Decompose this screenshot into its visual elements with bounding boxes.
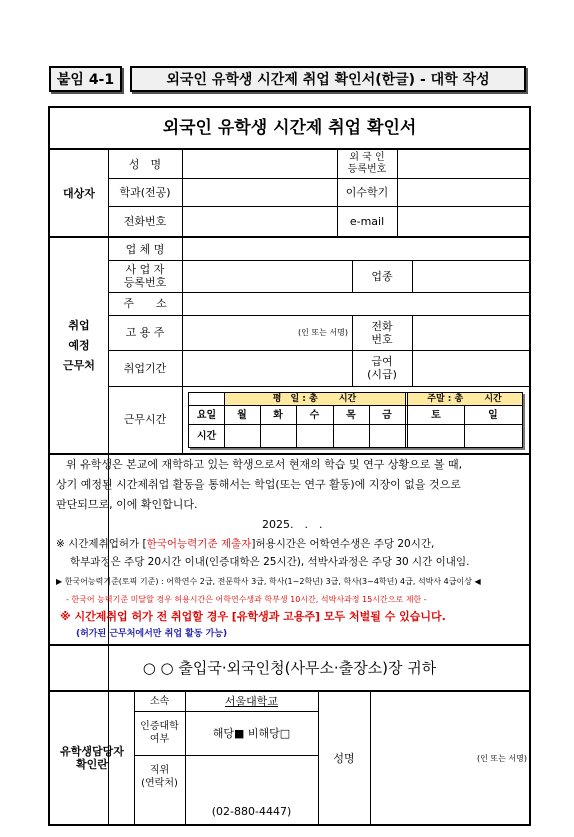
workplace-section-label: 취업 예정 근무처: [63, 318, 95, 372]
business-name-label: 업 체 명: [125, 242, 165, 256]
reg-no-field[interactable]: [397, 150, 529, 178]
phone-field[interactable]: [182, 206, 337, 236]
employer-label: 고 용 주: [125, 326, 165, 339]
hours-sun-field[interactable]: [464, 425, 522, 447]
day-wed: 수: [309, 409, 320, 421]
period-field[interactable]: [182, 350, 352, 386]
confirmation-line-2: 상기 예정된 시간제취업 활동을 통해서는 학업(또는 연구 활동)에 지장이 없을 것으로: [56, 478, 461, 491]
affiliation-label: 소속: [149, 696, 170, 707]
weekday-total-header: 평 일 : 총 시간: [224, 393, 405, 405]
day-sat: 토: [431, 409, 441, 421]
department-label: 학과(전공): [119, 185, 171, 199]
affiliation-value[interactable]: 서울대학교: [224, 695, 279, 708]
contact-value[interactable]: (02-880-4447): [211, 805, 292, 818]
warning-penalty: ※ 시간제취업 허가 전 취업할 경우 [유학생과 고용주] 모두 처벌될 수 있습니다.: [60, 610, 446, 623]
address-label: 주 소: [123, 297, 167, 310]
signature-label: 성명: [333, 751, 355, 765]
confirmation-date[interactable]: 2025. . .: [262, 518, 323, 531]
officer-seal-sign[interactable]: (인 또는 서명): [477, 753, 527, 763]
employer-seal-sign[interactable]: (인 또는 서명): [298, 328, 348, 337]
department-field[interactable]: [182, 178, 337, 206]
semester-field[interactable]: [397, 178, 529, 206]
employer-phone-field[interactable]: [412, 315, 529, 350]
day-row-label: 요일: [196, 409, 217, 421]
email-field[interactable]: [397, 206, 529, 236]
name-label: 성 명: [128, 157, 162, 171]
day-thu: 목: [346, 409, 356, 421]
note-topik-limit: - 한국어 능력기준 미달할 경우 허용시간은 어학연수생과 학부생 10시간, 석박사과정 15시간으로 제한 -: [66, 595, 427, 604]
address-field[interactable]: [182, 292, 529, 315]
addressee: ○ ○ 출입국·외국인청(사무소·출장소)장 귀하: [142, 658, 437, 677]
confirmation-line-1: 위 유학생은 본교에 재학하고 있는 학생으로서 현재의 학습 및 연구 상황으로 볼 때,: [66, 458, 463, 471]
email-label: e-mail: [349, 214, 385, 228]
hours-mon-field[interactable]: [224, 425, 260, 447]
hours-sat-field[interactable]: [408, 425, 464, 447]
note-2: 학부과정은 주당 20시간 이내(인증대학은 25시간), 석박사과정은 주당 30 시간 이내임.: [70, 556, 470, 568]
hours-thu-field[interactable]: [333, 425, 369, 447]
position-field[interactable]: [134, 799, 185, 824]
hours-tue-field[interactable]: [260, 425, 296, 447]
confirmation-line-3: 판단되므로, 이에 확인합니다.: [56, 498, 198, 511]
employer-phone-label: 전화 번호: [371, 319, 393, 346]
name-field[interactable]: [182, 150, 337, 178]
note-topik-criteria: ▶ 한국어능력기준(토픽 기준) : 어학연수 2급, 전문학사 3급, 학사(1~2학년) 3급, 학사(3~4학년) 4급, 석박사 4급이상 ◀: [56, 577, 481, 586]
day-sun: 일: [488, 409, 498, 421]
schedule-table: [188, 392, 523, 448]
semester-label: 이수학기: [345, 185, 389, 199]
officer-section-label: 유학생담당자 확인란: [60, 745, 124, 771]
certified-label: 인증대학 여부: [140, 721, 179, 745]
note-1: ※ 시간제취업허가 [한국어능력기준 제출자]허용시간은 어학연수생은 주당 20시간,: [56, 538, 435, 550]
warning-sub: (허가된 근무처에서만 취업 활동 가능): [76, 629, 228, 639]
weekend-total-header: 주말 : 총 시간: [407, 393, 522, 405]
attachment-title: 외국인 유학생 시간제 취업 확인서(한글) - 대학 작성: [130, 66, 526, 92]
hours-label: 근무시간: [123, 413, 167, 426]
reg-no-label: 외 국 인 등록번호: [347, 152, 387, 175]
day-tue: 화: [273, 409, 283, 421]
day-fri: 금: [382, 409, 392, 421]
subject-section-label: 대상자: [63, 186, 95, 200]
certified-value[interactable]: 해당■ 비해당□: [212, 726, 291, 740]
business-name-field[interactable]: [182, 238, 529, 260]
day-mon: 월: [237, 409, 247, 421]
hours-fri-field[interactable]: [369, 425, 405, 447]
time-row-label: 시간: [196, 430, 217, 442]
position-label: 직위 (연락처): [141, 765, 178, 789]
form-title: 외국인 유학생 시간제 취업 확인서: [162, 117, 417, 138]
phone-label: 전화번호: [123, 214, 167, 228]
period-label: 취업기간: [123, 361, 167, 375]
industry-field[interactable]: [412, 260, 529, 292]
wage-field[interactable]: [412, 350, 529, 386]
business-reg-field[interactable]: [182, 260, 352, 292]
hours-wed-field[interactable]: [296, 425, 333, 447]
wage-label: 급여 (시급): [367, 355, 397, 381]
attachment-badge: 붙임 4-1: [49, 66, 122, 92]
form-frame: [48, 106, 531, 826]
business-reg-label: 사 업 자 등록번호: [123, 263, 167, 289]
industry-label: 업종: [371, 269, 393, 283]
